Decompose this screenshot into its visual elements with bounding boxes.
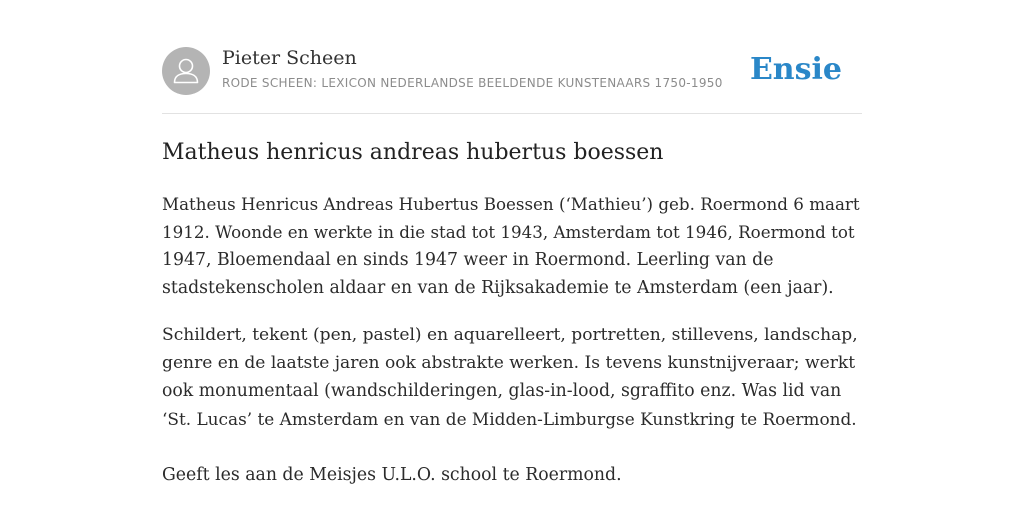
article-title: Matheus henricus andreas hubertus boessen [162, 140, 664, 165]
paragraph-line: stadstekenscholen aldaar en van de Rijksakademie te Amsterdam (een jaar). [162, 278, 834, 298]
article-paragraph [162, 321, 862, 433]
author-header [162, 46, 862, 96]
article-paragraph [162, 190, 862, 302]
ensie-logo[interactable]: Ensie [749, 52, 842, 87]
paragraph-line: ook monumentaal (wandschilderingen, glas-in-lood, sgraffito enz. Was lid van [162, 381, 842, 401]
paragraph-line: 1912. Woonde en werkte in die stad tot 1943, Amsterdam tot 1946, Roermond tot [162, 222, 855, 242]
author-avatar[interactable] [162, 47, 210, 95]
source-title[interactable]: RODE SCHEEN: LEXICON NEDERLANDSE BEELDENDE KUNSTENAARS 1750-1950 [222, 76, 723, 90]
paragraph-line: genre en de laatste jaren ook abstrakte werken. Is tevens kunstnijveraar; werkt [162, 353, 856, 373]
author-name[interactable]: Pieter Scheen [222, 47, 357, 69]
paragraph-line: ‘St. Lucas’ te Amsterdam en van de Midden-Limburgse Kunstkring te Roermond. [162, 409, 857, 429]
user-silhouette-icon [162, 47, 210, 95]
paragraph-line: Matheus Henricus Andreas Hubertus Boessen (‘Mathieu’) geb. Roermond 6 maart [162, 194, 860, 214]
paragraph-line: Geeft les aan de Meisjes U.L.O. school te Roermond. [162, 465, 622, 485]
paragraph-line: 1947, Bloemendaal en sinds 1947 weer in Roermond. Leerling van de [162, 250, 774, 270]
article-paragraph [162, 461, 862, 489]
paragraph-line: Schildert, tekent (pen, pastel) en aquarelleert, portretten, stillevens, landschap, [162, 325, 858, 345]
header-divider [162, 113, 862, 114]
